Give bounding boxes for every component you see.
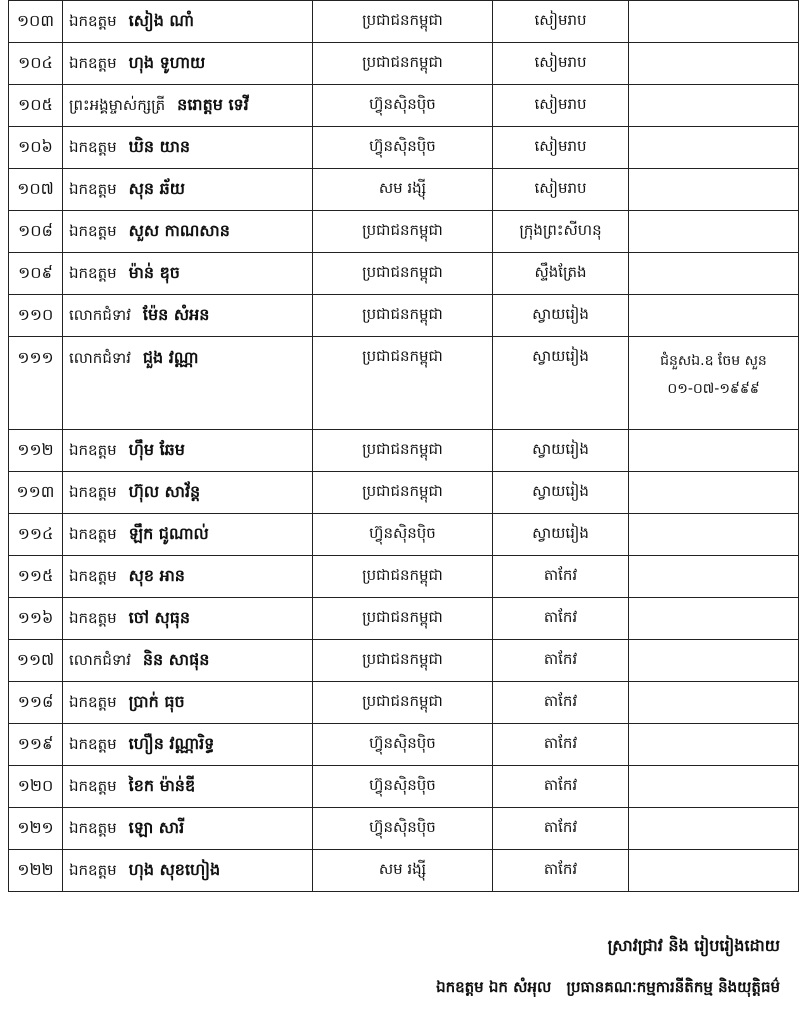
- row-fullname: [63, 766, 313, 808]
- row-name: សុខ អាន: [128, 565, 185, 585]
- table-row: [9, 724, 799, 766]
- row-fullname: [63, 127, 313, 169]
- row-note: [629, 472, 799, 514]
- row-number: ១១២: [9, 430, 63, 472]
- row-party: ប្រជាជនកម្ពុជា: [313, 253, 493, 295]
- row-number: ១០៩: [9, 253, 63, 295]
- row-province: តាកែវ: [493, 808, 629, 850]
- table-row: [9, 253, 799, 295]
- footer-prepared-by: [608, 935, 780, 959]
- row-title: ឯកឧត្តម: [69, 524, 117, 543]
- table-row: [9, 556, 799, 598]
- row-fullname: [63, 472, 313, 514]
- row-title: ឯកឧត្តម: [69, 53, 117, 72]
- row-note: [629, 682, 799, 724]
- row-province: តាកែវ: [493, 556, 629, 598]
- row-title: ឯកឧត្តម: [69, 776, 117, 795]
- table-row: [9, 514, 799, 556]
- row-fullname: [63, 724, 313, 766]
- table-row: [9, 1, 799, 43]
- row-note: [629, 85, 799, 127]
- row-party: ប្រជាជនកម្ពុជា: [313, 1, 493, 43]
- row-title: ឯកឧត្តម: [69, 566, 117, 585]
- table-row: [9, 640, 799, 682]
- row-fullname: [63, 85, 313, 127]
- row-party: ហ៊្វុនស៊ិនប៉ិច: [313, 514, 493, 556]
- row-province: ស្វាយរៀង: [493, 514, 629, 556]
- row-note: [629, 295, 799, 337]
- row-name: ហ៊ុល សាវ័ន្ត: [128, 481, 201, 501]
- row-fullname: [63, 253, 313, 295]
- row-province: សៀមរាប: [493, 85, 629, 127]
- row-province: តាកែវ: [493, 850, 629, 892]
- row-number: ១១៩: [9, 724, 63, 766]
- row-number: ១១១: [9, 337, 63, 430]
- row-number: ១០៧: [9, 169, 63, 211]
- table-row: [9, 211, 799, 253]
- row-province: ស្វាយរៀង: [493, 295, 629, 337]
- row-party: ប្រជាជនកម្ពុជា: [313, 430, 493, 472]
- row-title: ព្រះអង្គម្ចាស់ក្សត្រី: [69, 95, 166, 114]
- row-party: ប្រជាជនកម្ពុជា: [313, 43, 493, 85]
- row-number: ១១៦: [9, 598, 63, 640]
- row-province: តាកែវ: [493, 640, 629, 682]
- row-note: [629, 556, 799, 598]
- row-number: ១០៦: [9, 127, 63, 169]
- row-province: ក្រុងព្រះសីហនុ: [493, 211, 629, 253]
- row-name: ខៃក ម៉ាន់ឌី: [128, 775, 196, 795]
- row-title: ឯកឧត្តម: [69, 179, 117, 198]
- row-note: [629, 1, 799, 43]
- table-row: [9, 85, 799, 127]
- table-row: [9, 430, 799, 472]
- row-fullname: [63, 598, 313, 640]
- row-fullname: [63, 682, 313, 724]
- row-note: [629, 43, 799, 85]
- row-number: ១១៣: [9, 472, 63, 514]
- row-party: ប្រជាជនកម្ពុជា: [313, 598, 493, 640]
- footer-signature-title: ឯកឧត្តម: [436, 978, 484, 996]
- row-note: [629, 211, 799, 253]
- row-province: សៀមរាប: [493, 127, 629, 169]
- table-row: [9, 127, 799, 169]
- row-party: ប្រជាជនកម្ពុជា: [313, 640, 493, 682]
- row-name: សុន ឆ័យ: [128, 178, 185, 198]
- row-number: ១២០: [9, 766, 63, 808]
- row-number: ១០៨: [9, 211, 63, 253]
- row-party: ហ៊្វុនស៊ិនប៉ិច: [313, 724, 493, 766]
- row-party: ហ៊្វុនស៊ិនប៉ិច: [313, 85, 493, 127]
- row-name: ឃិន យាន: [128, 136, 191, 156]
- members-table: [8, 0, 799, 892]
- row-party: សម រង្ស៊ី: [313, 169, 493, 211]
- row-title: ឯកឧត្តម: [69, 11, 117, 30]
- row-province: តាកែវ: [493, 682, 629, 724]
- table-row: [9, 598, 799, 640]
- table-row: [9, 472, 799, 514]
- row-name: ម៉ាន់ ឌុច: [128, 262, 180, 282]
- table-row: [9, 295, 799, 337]
- row-note: [629, 724, 799, 766]
- row-number: ១១០: [9, 295, 63, 337]
- row-title: ឯកឧត្តម: [69, 137, 117, 156]
- row-party: ប្រជាជនកម្ពុជា: [313, 472, 493, 514]
- table-row: [9, 766, 799, 808]
- row-province: សៀមរាប: [493, 169, 629, 211]
- row-province: សៀមរាប: [493, 1, 629, 43]
- row-note: [629, 808, 799, 850]
- row-fullname: [63, 808, 313, 850]
- row-party: ប្រជាជនកម្ពុជា: [313, 337, 493, 430]
- row-party: ប្រជាជនកម្ពុជា: [313, 556, 493, 598]
- row-name: សួស កាណសាន: [128, 220, 230, 240]
- row-fullname: [63, 850, 313, 892]
- row-note: [629, 766, 799, 808]
- row-number: ១១៧: [9, 640, 63, 682]
- row-name: នរោត្តម ទេវី: [177, 94, 249, 114]
- row-name: ឡោ សារី: [128, 817, 185, 837]
- members-table-body: [9, 1, 799, 892]
- row-number: ១១៥: [9, 556, 63, 598]
- row-title: ឯកឧត្តម: [69, 860, 117, 879]
- row-title: ឯកឧត្តម: [69, 734, 117, 753]
- row-name: ឡឹក ជូណាល់: [128, 523, 209, 543]
- row-title: លោកជំទាវ: [69, 349, 131, 367]
- row-title: ឯកឧត្តម: [69, 608, 117, 627]
- row-fullname: [63, 169, 313, 211]
- table-row: [9, 682, 799, 724]
- row-note: [629, 430, 799, 472]
- footer-signature-role: ប្រធានគណៈកម្មការនីតិកម្ម និងយុត្តិធម៌: [566, 978, 780, 996]
- row-title: ឯកឧត្តម: [69, 482, 117, 501]
- row-name: ហុង សុខហៀង: [128, 859, 221, 879]
- row-fullname: [63, 1, 313, 43]
- table-row: [9, 43, 799, 85]
- footer-signature: [436, 978, 780, 1000]
- row-fullname: [63, 295, 313, 337]
- row-note: ជំនួសឯ.ឧ ចែម សួន ០១-០៧-១៩៩៩: [629, 337, 799, 430]
- row-note: [629, 598, 799, 640]
- row-note: [629, 514, 799, 556]
- row-name: និន សាផុន: [142, 649, 210, 669]
- row-number: ១០៤: [9, 43, 63, 85]
- row-title: ឯកឧត្តម: [69, 263, 117, 282]
- row-fullname: [63, 430, 313, 472]
- row-number: ១១៤: [9, 514, 63, 556]
- row-province: ស្វាយរៀង: [493, 430, 629, 472]
- row-name: ម៉ែន សំអន: [142, 304, 210, 324]
- row-title: ឯកឧត្តម: [69, 221, 117, 240]
- table-row: [9, 808, 799, 850]
- row-name: សៀង ណាំ: [128, 10, 195, 30]
- row-province: សៀមរាប: [493, 43, 629, 85]
- row-title: លោកជំទាវ: [69, 305, 131, 324]
- row-note: [629, 169, 799, 211]
- row-fullname: [63, 514, 313, 556]
- row-title: ឯកឧត្តម: [69, 692, 117, 711]
- footer-signature-name: ឯក សំអុល: [488, 978, 552, 996]
- row-party: ហ៊្វុនស៊ិនប៉ិច: [313, 127, 493, 169]
- row-party: ប្រជាជនកម្ពុជា: [313, 682, 493, 724]
- table-row: [9, 169, 799, 211]
- row-party: ហ៊្វុនស៊ិនប៉ិច: [313, 766, 493, 808]
- row-name: ប្រាក់ ធុច: [128, 691, 185, 711]
- row-name: ហុង ទូហាយ: [128, 52, 206, 72]
- row-party: សម រង្ស៊ី: [313, 850, 493, 892]
- table-row: [9, 850, 799, 892]
- row-number: ១០៥: [9, 85, 63, 127]
- row-name: ចៅ សុធុន: [128, 607, 191, 627]
- footer-prepared-by-text: ស្រាវជ្រាវ និង រៀបរៀងដោយ: [607, 936, 780, 955]
- row-fullname: [63, 211, 313, 253]
- row-party: ហ៊្វុនស៊ិនប៉ិច: [313, 808, 493, 850]
- row-party: ប្រជាជនកម្ពុជា: [313, 211, 493, 253]
- row-name: ហ៊ឹម ឆែម: [128, 439, 185, 459]
- row-title: លោកជំទាវ: [69, 650, 131, 669]
- row-number: ១២២: [9, 850, 63, 892]
- row-number: ១១៨: [9, 682, 63, 724]
- row-number: ១២១: [9, 808, 63, 850]
- row-note: [629, 850, 799, 892]
- table-row: [9, 337, 799, 430]
- row-title: ឯកឧត្តម: [69, 440, 117, 459]
- row-province: តាកែវ: [493, 724, 629, 766]
- row-note: [629, 127, 799, 169]
- row-note: [629, 253, 799, 295]
- row-fullname: [63, 43, 313, 85]
- row-fullname: [63, 337, 313, 430]
- row-province: តាកែវ: [493, 766, 629, 808]
- row-province: ស្ទឹងត្រែង: [493, 253, 629, 295]
- row-title: ឯកឧត្តម: [69, 818, 117, 837]
- row-province: ស្វាយរៀង: [493, 472, 629, 514]
- row-name: ជួង វណ្ណា: [142, 348, 199, 367]
- row-note: [629, 640, 799, 682]
- row-name: ហឿន វណ្ណារិទ្ធ: [128, 733, 215, 753]
- row-province: តាកែវ: [493, 598, 629, 640]
- row-fullname: [63, 640, 313, 682]
- row-fullname: [63, 556, 313, 598]
- row-number: ១០៣: [9, 1, 63, 43]
- row-party: ប្រជាជនកម្ពុជា: [313, 295, 493, 337]
- row-province: ស្វាយរៀង: [493, 337, 629, 430]
